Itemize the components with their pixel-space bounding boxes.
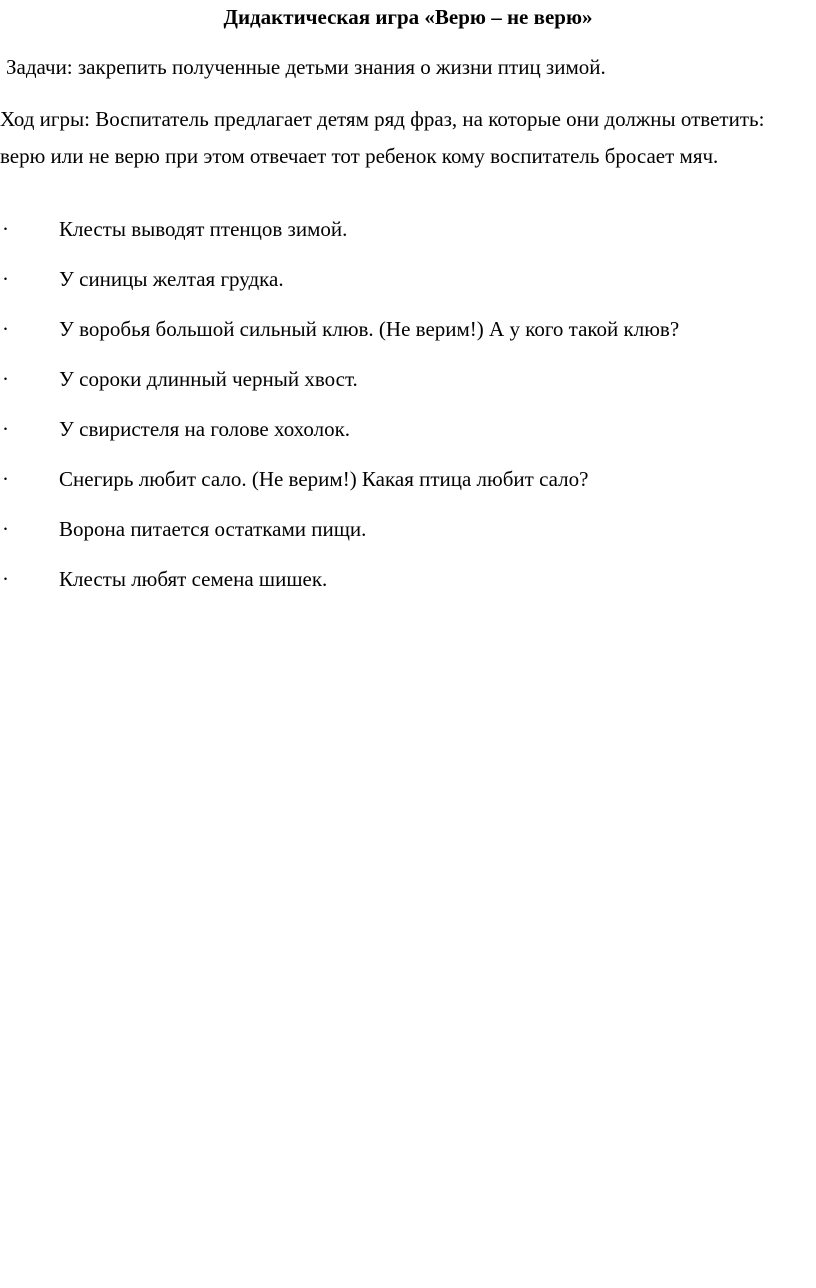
list-item-text: Ворона питается остатками пищи. — [59, 517, 367, 541]
bullet-icon: · — [2, 417, 9, 441]
list-item — [0, 215, 812, 265]
bullet-icon: · — [2, 317, 9, 341]
bullet-icon: · — [2, 517, 9, 541]
tasks-paragraph: Задачи: закрепить полученные детьми знания о жизни птиц зимой. — [6, 55, 606, 79]
list-item-text: Клесты выводят птенцов зимой. — [59, 217, 348, 241]
list-item-text: У сороки длинный черный хвост. — [59, 367, 358, 391]
bullet-icon: · — [2, 217, 9, 241]
document-title: Дидактическая игра «Верю – не верю» — [223, 5, 593, 29]
bullet-icon: · — [2, 467, 9, 491]
list-item — [0, 565, 812, 615]
list-item — [0, 465, 812, 515]
list-item-text: Клесты любят семена шишек. — [59, 567, 328, 591]
list-item-text: У синицы желтая грудка. — [59, 267, 284, 291]
game-course-paragraph: Ход игры: Воспитатель предлагает детям ряд фраз, на которые они должны ответить: верю или не верю при этом отвечает тот ребенок кому воспитатель бросает мяч. — [0, 107, 765, 168]
statements-list — [0, 215, 812, 615]
list-item — [0, 515, 812, 565]
list-item-text: У свиристеля на голове хохолок. — [59, 417, 351, 441]
list-item — [0, 315, 812, 365]
list-item-text: У воробья большой сильный клюв. (Не верим!) А у кого такой клюв? — [59, 317, 680, 341]
bullet-icon: · — [2, 567, 9, 591]
bullet-icon: · — [2, 367, 9, 391]
list-item — [0, 265, 812, 315]
list-item-text: Снегирь любит сало. (Не верим!) Какая птица любит сало? — [59, 467, 589, 491]
bullet-icon: · — [2, 267, 9, 291]
list-item — [0, 415, 812, 465]
list-item — [0, 365, 812, 415]
